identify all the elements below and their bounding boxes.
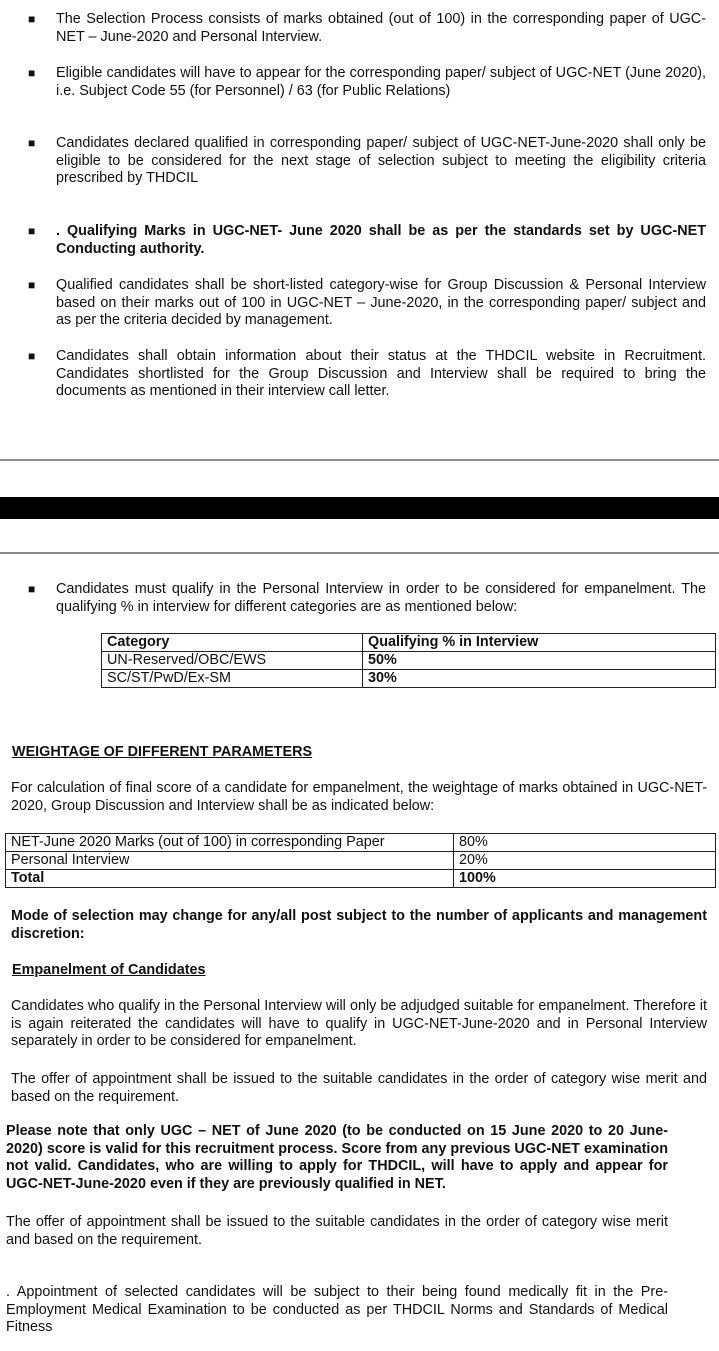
weightage-heading: WEIGHTAGE OF DIFFERENT PARAMETERS (12, 744, 313, 760)
bullet-icon: ■ (28, 349, 36, 363)
table-cell: 30% (363, 670, 716, 688)
table-cell: 80% (454, 834, 716, 852)
table-cell: 50% (363, 652, 716, 670)
table-cell: NET-June 2020 Marks (out of 100) in corresponding Paper (6, 834, 454, 852)
qualifying-table (101, 633, 716, 688)
empanelment-heading: Empanelment of Candidates (12, 962, 206, 978)
table-row (102, 670, 716, 688)
bullet-text: Candidates declared qualified in corresponding paper/ subject of UGC-NET-June-2020 shall only be eligible to be considered for the next stage of selection subject to meeting the eligibility criteria prescribed by THDCIL (56, 135, 706, 187)
medical-fitness-paragraph: . Appointment of selected candidates will be subject to their being found medically fit in the Pre-Employment Medical Examination to be conducted as per THDCIL Norms and Standards of Medical Fitness (6, 1284, 668, 1336)
table-cell: Personal Interview (6, 852, 454, 870)
bullet-text: Candidates must qualify in the Personal Interview in order to be considered for empanelment. The qualifying % in interview for different categories are as mentioned below: (56, 581, 706, 615)
bullet-text: Qualified candidates shall be short-listed category-wise for Group Discussion & Personal Interview based on their marks out of 100 in UGC-NET – June-2020, in the corresponding paper/ subject and as per the criteria decided by management. (56, 277, 706, 329)
bullet-text: Candidates shall obtain information about their status at the THDCIL website in Recruitment. Candidates shortlisted for the Group Discussion and Interview shall be required to bring the documents as mentioned in their interview call letter. (56, 348, 706, 400)
table-cell: 20% (454, 852, 716, 870)
mode-of-selection-note: Mode of selection may change for any/all post subject to the number of applicants and management discretion: (11, 908, 707, 942)
bullet-text: Eligible candidates will have to appear for the corresponding paper/ subject of UGC-NET (June 2020), i.e. Subject Code 55 (for Personnel) / 63 (for Public Relations) (56, 65, 706, 99)
offer-paragraph: The offer of appointment shall be issued to the suitable candidates in the order of category wise merit and based on the requirement. (11, 1071, 707, 1105)
table-cell: SC/ST/PwD/Ex-SM (102, 670, 363, 688)
bullet-text: The Selection Process consists of marks obtained (out of 100) in the corresponding paper of UGC-NET – June-2020 and Personal Interview. (56, 11, 706, 45)
weightage-table (5, 833, 716, 888)
table-header-cell: Qualifying % in Interview (363, 634, 716, 652)
offer-paragraph-repeat: The offer of appointment shall be issued to the suitable candidates in the order of category wise merit and based on the requirement. (6, 1214, 668, 1248)
bullet-icon: ■ (28, 278, 36, 292)
table-header-cell: Category (102, 634, 363, 652)
table-cell: Total (6, 870, 454, 888)
page-break-bar (0, 497, 719, 519)
table-cell: 100% (454, 870, 716, 888)
table-header-row (102, 634, 716, 652)
divider (0, 552, 719, 554)
bullet-icon: ■ (28, 66, 36, 80)
bullet-icon: ■ (28, 12, 36, 26)
bullet-text: . Qualifying Marks in UGC-NET- June 2020 shall be as per the standards set by UGC-NET Conducting authority. (56, 223, 706, 257)
table-row (6, 870, 716, 888)
bullet-icon: ■ (28, 136, 36, 150)
empanelment-paragraph: Candidates who qualify in the Personal Interview will only be adjudged suitable for empanelment. Therefore it is again reiterated the candidates will have to qualify in UGC-NET-June-2020 and in Personal Interview separately in order to be considered for empanelment. (11, 998, 707, 1050)
weightage-intro: For calculation of final score of a candidate for empanelment, the weightage of marks obtained in UGC-NET-2020, Group Discussion and Interview shall be as indicated below: (11, 780, 707, 814)
table-row (102, 652, 716, 670)
bullet-icon: ■ (28, 224, 36, 238)
table-row (6, 834, 716, 852)
table-row (6, 852, 716, 870)
bullet-icon: ■ (28, 582, 36, 596)
table-cell: UN-Reserved/OBC/EWS (102, 652, 363, 670)
divider (0, 459, 719, 461)
important-note: Please note that only UGC – NET of June 2020 (to be conducted on 15 June 2020 to 20 June-2020) score is valid for this recruitment process. Score from any previous UGC-NET examination not valid. Candidates, who are willing to apply for THDCIL, will have to apply and appear for UGC-NET-June-2020 even if they are previously qualified in NET. (6, 1123, 668, 1192)
